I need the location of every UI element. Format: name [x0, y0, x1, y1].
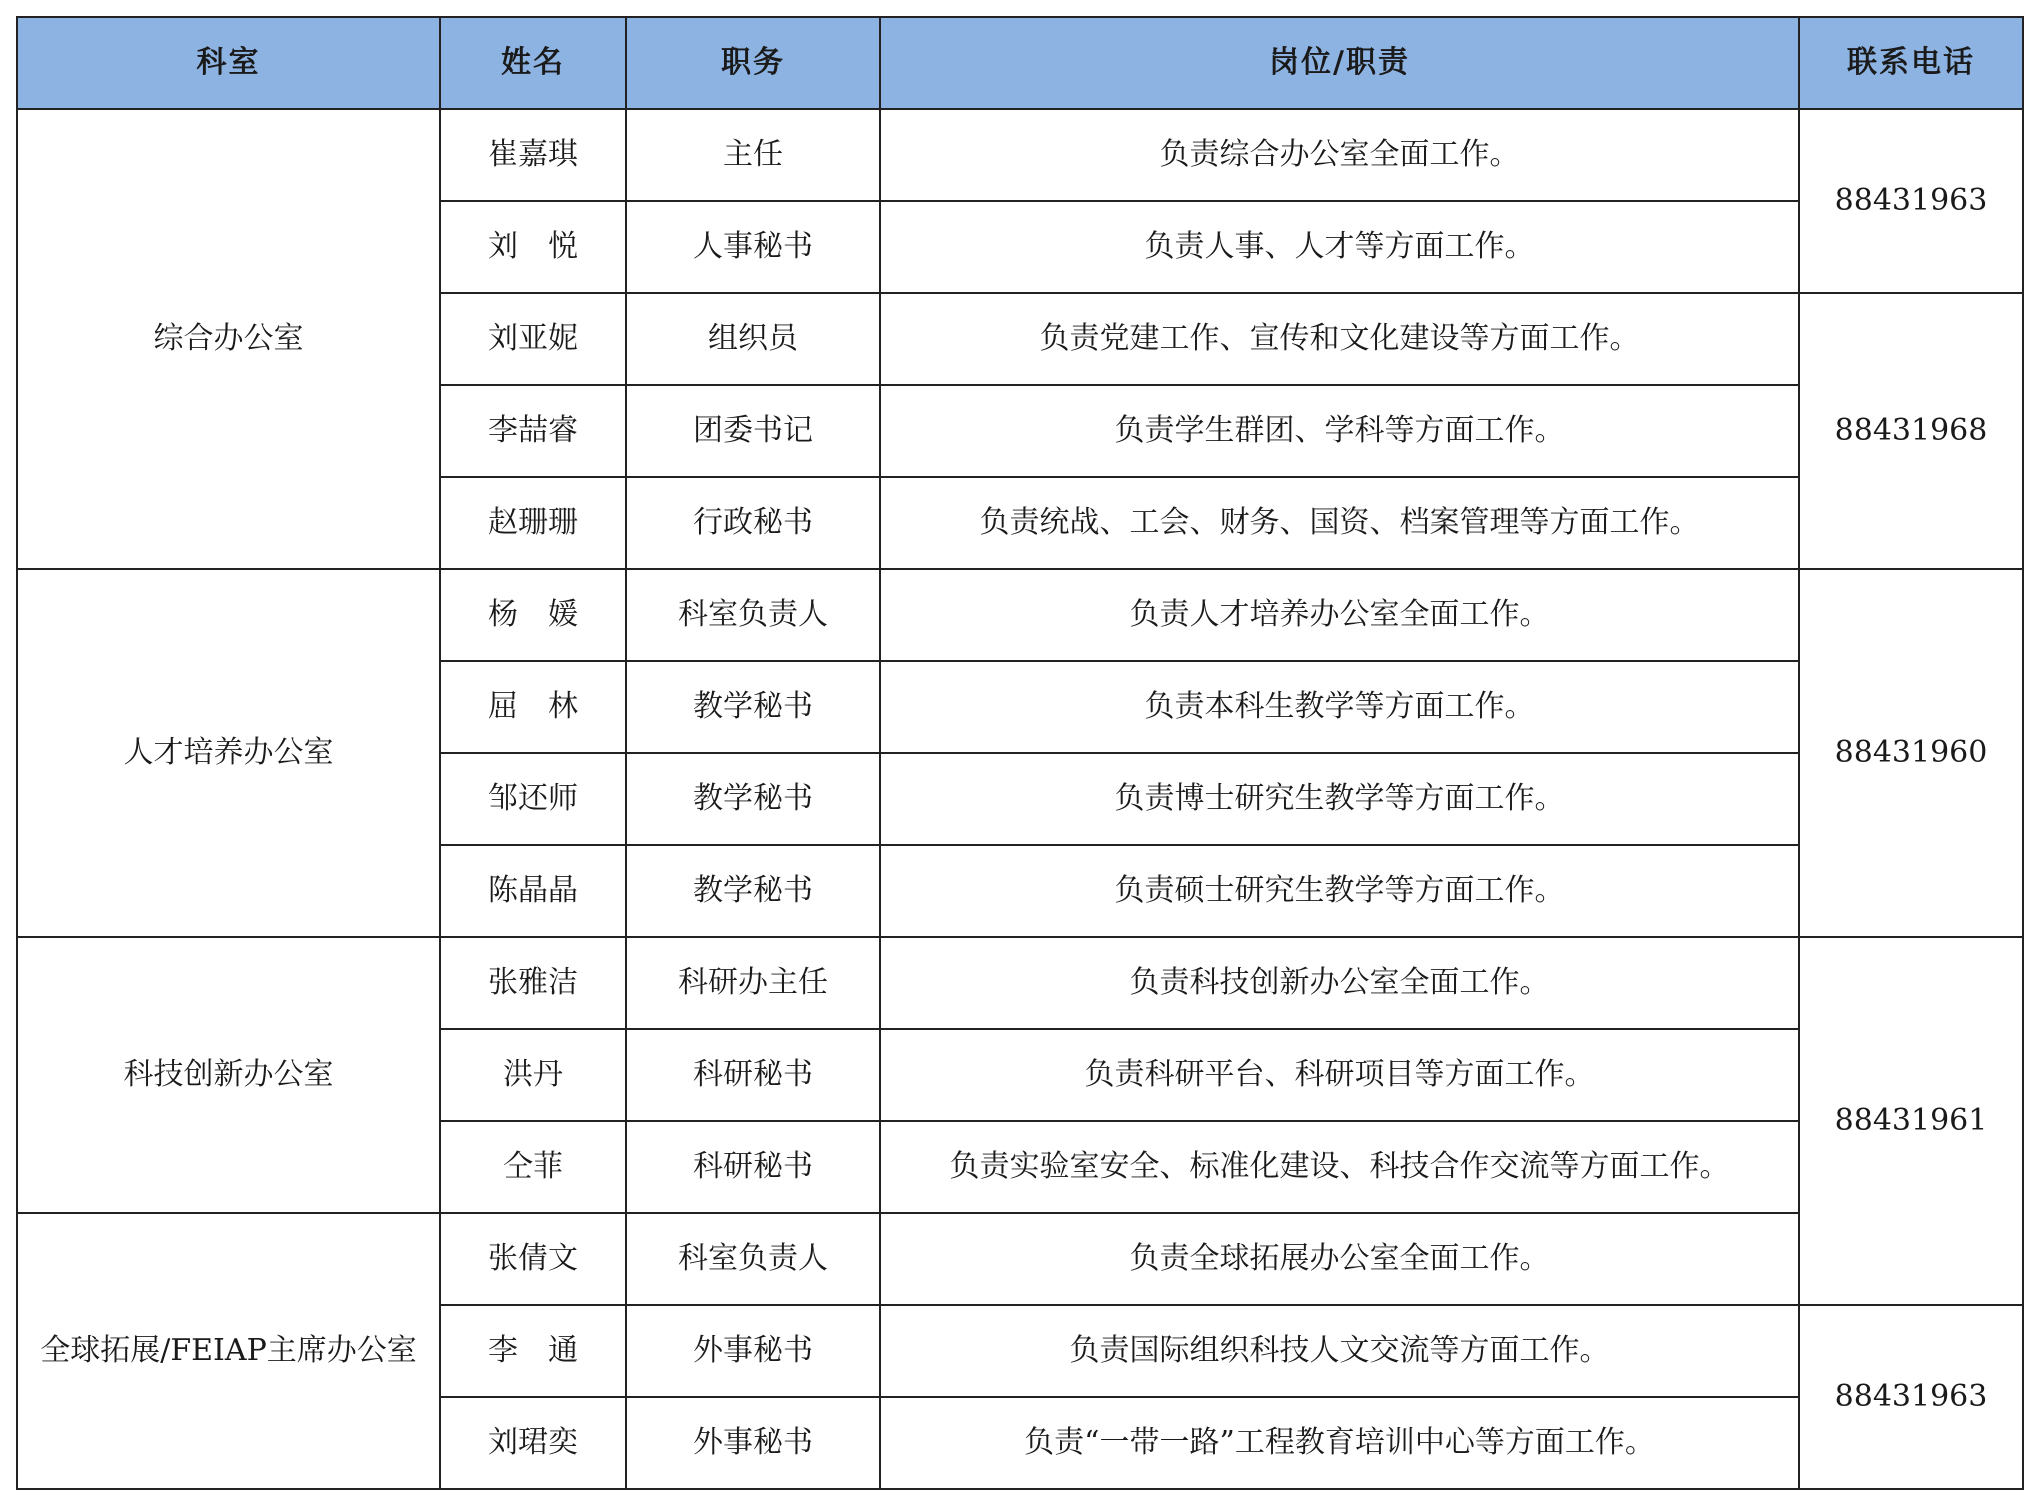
- name-cell: 李喆睿: [440, 385, 626, 477]
- name-cell: 陈晶晶: [440, 845, 626, 937]
- role-cell: 行政秘书: [626, 477, 880, 569]
- header-name: 姓名: [440, 17, 626, 109]
- phone-cell: 88431968: [1799, 293, 2023, 569]
- duty-cell: 负责硕士研究生教学等方面工作。: [880, 845, 1799, 937]
- duty-cell: 负责实验室安全、标准化建设、科技合作交流等方面工作。: [880, 1121, 1799, 1213]
- table-row: [17, 937, 2023, 1029]
- name-cell: 赵珊珊: [440, 477, 626, 569]
- header-phone: 联系电话: [1799, 17, 2023, 109]
- role-cell: 科研办主任: [626, 937, 880, 1029]
- staff-contact-table: [16, 16, 2024, 1490]
- role-cell: 主任: [626, 109, 880, 201]
- role-cell: 外事秘书: [626, 1305, 880, 1397]
- duty-cell: 负责国际组织科技人文交流等方面工作。: [880, 1305, 1799, 1397]
- header-department: 科室: [17, 17, 440, 109]
- duty-cell: 负责博士研究生教学等方面工作。: [880, 753, 1799, 845]
- role-cell: 科研秘书: [626, 1121, 880, 1213]
- header-row: [17, 17, 2023, 109]
- name-cell: 杨 媛: [440, 569, 626, 661]
- department-cell-global: 全球拓展/FEIAP主席办公室: [17, 1213, 440, 1489]
- header-role: 职务: [626, 17, 880, 109]
- phone-cell: 88431963: [1799, 1305, 2023, 1489]
- role-cell: 外事秘书: [626, 1397, 880, 1489]
- department-cell-talent: 人才培养办公室: [17, 569, 440, 937]
- table-row: [17, 1213, 2023, 1305]
- name-cell: 洪丹: [440, 1029, 626, 1121]
- role-cell: 团委书记: [626, 385, 880, 477]
- duty-cell: 负责科研平台、科研项目等方面工作。: [880, 1029, 1799, 1121]
- name-cell: 李 通: [440, 1305, 626, 1397]
- phone-cell: 88431963: [1799, 109, 2023, 293]
- name-cell: 崔嘉琪: [440, 109, 626, 201]
- role-cell: 教学秘书: [626, 661, 880, 753]
- role-cell: 科室负责人: [626, 569, 880, 661]
- duty-cell: 负责党建工作、宣传和文化建设等方面工作。: [880, 293, 1799, 385]
- duty-cell: 负责“一带一路”工程教育培训中心等方面工作。: [880, 1397, 1799, 1489]
- role-cell: 科研秘书: [626, 1029, 880, 1121]
- table-row: [17, 109, 2023, 201]
- department-cell-tech: 科技创新办公室: [17, 937, 440, 1213]
- name-cell: 刘亚妮: [440, 293, 626, 385]
- name-cell: 仝菲: [440, 1121, 626, 1213]
- name-cell: 刘珺奕: [440, 1397, 626, 1489]
- phone-cell: 88431960: [1799, 569, 2023, 937]
- header-duty: 岗位/职责: [880, 17, 1799, 109]
- name-cell: 邹还师: [440, 753, 626, 845]
- name-cell: 刘 悦: [440, 201, 626, 293]
- role-cell: 人事秘书: [626, 201, 880, 293]
- department-cell-general: 综合办公室: [17, 109, 440, 569]
- table-row: [17, 569, 2023, 661]
- duty-cell: 负责统战、工会、财务、国资、档案管理等方面工作。: [880, 477, 1799, 569]
- role-cell: 组织员: [626, 293, 880, 385]
- role-cell: 教学秘书: [626, 753, 880, 845]
- role-cell: 教学秘书: [626, 845, 880, 937]
- duty-cell: 负责学生群团、学科等方面工作。: [880, 385, 1799, 477]
- duty-cell: 负责综合办公室全面工作。: [880, 109, 1799, 201]
- name-cell: 屈 林: [440, 661, 626, 753]
- duty-cell: 负责人才培养办公室全面工作。: [880, 569, 1799, 661]
- duty-cell: 负责全球拓展办公室全面工作。: [880, 1213, 1799, 1305]
- duty-cell: 负责科技创新办公室全面工作。: [880, 937, 1799, 1029]
- name-cell: 张倩文: [440, 1213, 626, 1305]
- duty-cell: 负责人事、人才等方面工作。: [880, 201, 1799, 293]
- phone-cell: 88431961: [1799, 937, 2023, 1305]
- name-cell: 张雅洁: [440, 937, 626, 1029]
- duty-cell: 负责本科生教学等方面工作。: [880, 661, 1799, 753]
- role-cell: 科室负责人: [626, 1213, 880, 1305]
